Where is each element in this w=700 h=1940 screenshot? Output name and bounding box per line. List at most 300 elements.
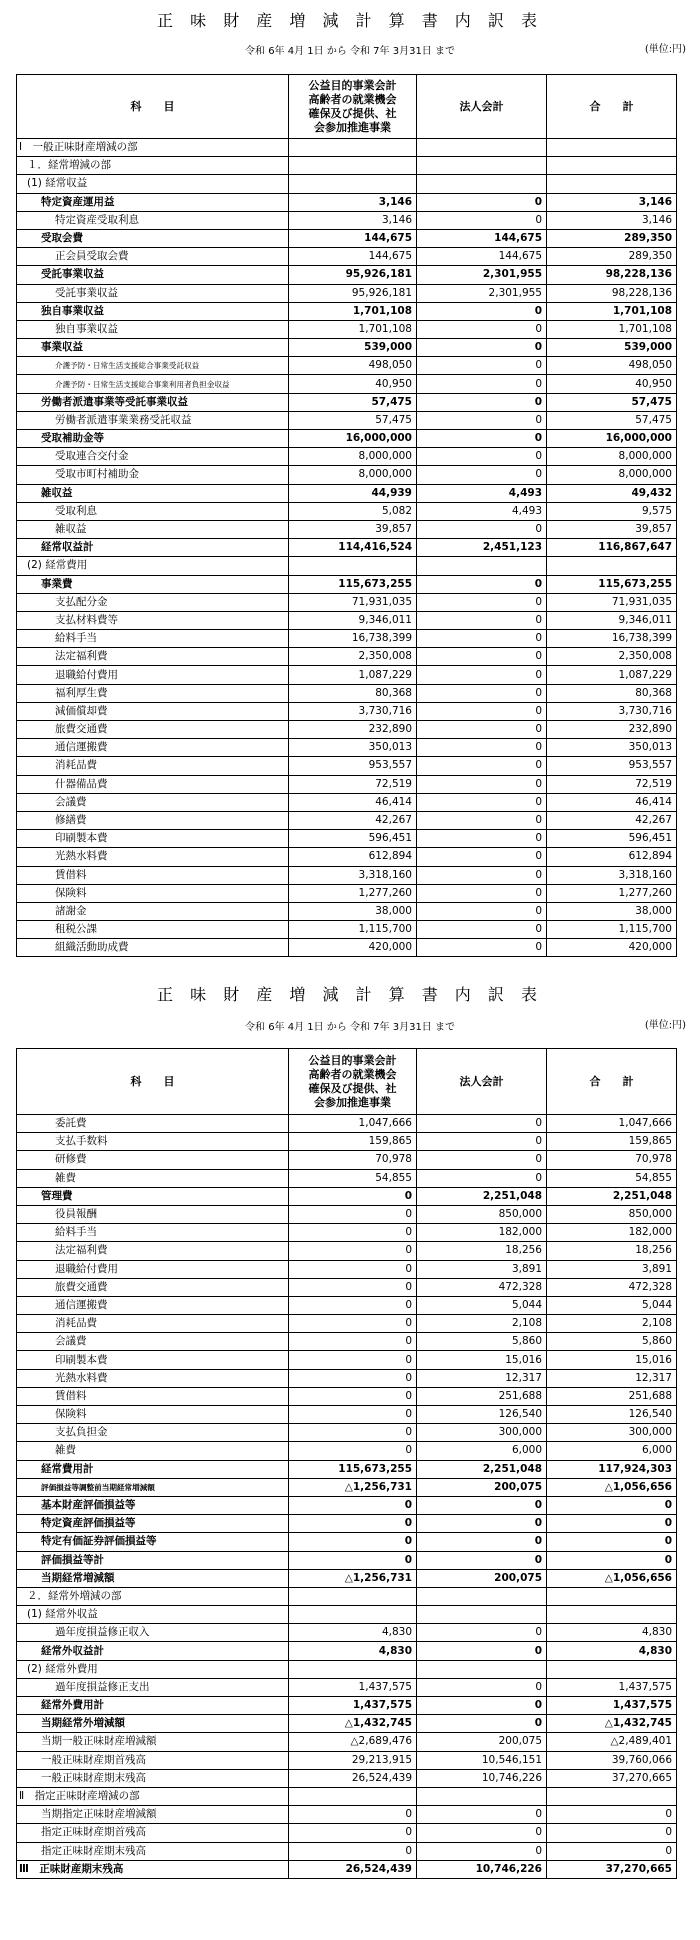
table-row	[17, 320, 677, 338]
corporate-account-value: 0	[417, 1624, 547, 1642]
total-value: 40,950	[547, 375, 677, 393]
row-label: 賃借料	[17, 866, 289, 884]
corporate-account-value: 144,675	[417, 248, 547, 266]
table-row	[17, 1587, 677, 1605]
corporate-account-value: 0	[417, 1169, 547, 1187]
row-label: (1) 経常収益	[17, 175, 289, 193]
corporate-account-value: 2,251,048	[417, 1460, 547, 1478]
total-value: 612,894	[547, 848, 677, 866]
total-value: 0	[547, 1515, 677, 1533]
row-label: 基本財産評価損益等	[17, 1496, 289, 1514]
table-row	[17, 1551, 677, 1569]
public-account-value: 0	[289, 1442, 417, 1460]
public-account-value: 4,830	[289, 1624, 417, 1642]
total-value: 2,350,008	[547, 648, 677, 666]
table-row	[17, 157, 677, 175]
public-account-value: 0	[289, 1315, 417, 1333]
table-row	[17, 411, 677, 429]
corporate-account-value: 0	[417, 339, 547, 357]
total-value: 8,000,000	[547, 466, 677, 484]
total-value: 3,891	[547, 1260, 677, 1278]
total-value: △2,489,401	[547, 1733, 677, 1751]
row-label: 光熱水料費	[17, 848, 289, 866]
corporate-account-value: 200,075	[417, 1569, 547, 1587]
row-label: １．経常増減の部	[17, 157, 289, 175]
header-public-line-4: 会参加推進事業	[314, 120, 391, 134]
row-label: 事業費	[17, 575, 289, 593]
public-account-value: 0	[289, 1496, 417, 1514]
table-row	[17, 666, 677, 684]
total-value: 0	[547, 1806, 677, 1824]
row-label: 当期経常増減額	[17, 1569, 289, 1587]
table-row	[17, 811, 677, 829]
public-account-value: 44,939	[289, 484, 417, 502]
table-row	[17, 1769, 677, 1787]
total-value	[547, 1660, 677, 1678]
table-row	[17, 739, 677, 757]
header-public-line-4: 会参加推進事業	[314, 1095, 391, 1109]
row-label: 受託事業収益	[17, 266, 289, 284]
period-text-2: 令和 6年 4月 1日 から 令和 7年 3月31日 まで	[245, 1022, 455, 1033]
public-account-value: 0	[289, 1333, 417, 1351]
corporate-account-value: 5,044	[417, 1296, 547, 1314]
public-account-value: 1,277,260	[289, 884, 417, 902]
public-account-value: 1,115,700	[289, 921, 417, 939]
corporate-account-value: 0	[417, 702, 547, 720]
public-account-value: 0	[289, 1387, 417, 1405]
total-value: 1,087,229	[547, 666, 677, 684]
total-value: 16,738,399	[547, 630, 677, 648]
table-row	[17, 1842, 677, 1860]
corporate-account-value: 0	[417, 1115, 547, 1133]
table-row	[17, 921, 677, 939]
public-account-value: 114,416,524	[289, 539, 417, 557]
public-account-value	[289, 1787, 417, 1805]
row-label: 給料手当	[17, 1224, 289, 1242]
total-value	[547, 557, 677, 575]
total-value: 126,540	[547, 1406, 677, 1424]
header-public-line-2: 高齢者の就業機会	[308, 1067, 397, 1081]
corporate-account-value: 2,301,955	[417, 284, 547, 302]
total-value: 2,251,048	[547, 1187, 677, 1205]
total-value: 0	[547, 1824, 677, 1842]
row-label: 消耗品費	[17, 1315, 289, 1333]
public-account-value: 0	[289, 1296, 417, 1314]
table-row	[17, 1515, 677, 1533]
corporate-account-value: 0	[417, 866, 547, 884]
table-row	[17, 284, 677, 302]
corporate-account-value: 0	[417, 211, 547, 229]
row-label: 租税公課	[17, 921, 289, 939]
table-row	[17, 757, 677, 775]
row-label: 減価償却費	[17, 702, 289, 720]
corporate-account-value: 0	[417, 411, 547, 429]
row-label: 雑収益	[17, 484, 289, 502]
row-label: 支払負担金	[17, 1424, 289, 1442]
public-account-value: 57,475	[289, 393, 417, 411]
corporate-account-value: 0	[417, 1678, 547, 1696]
corporate-account-value: 0	[417, 1551, 547, 1569]
total-value: 0	[547, 1496, 677, 1514]
table-row	[17, 339, 677, 357]
total-value: 1,701,108	[547, 320, 677, 338]
table-row	[17, 1624, 677, 1642]
table-row	[17, 793, 677, 811]
corporate-account-value	[417, 1606, 547, 1624]
row-label: 労働者派遣事業等受託事業収益	[17, 393, 289, 411]
row-label: 受取会費	[17, 229, 289, 247]
public-account-value: 0	[289, 1824, 417, 1842]
corporate-account-value: 0	[417, 375, 547, 393]
row-label: 雑費	[17, 1169, 289, 1187]
public-account-value: 46,414	[289, 793, 417, 811]
table-row	[17, 593, 677, 611]
public-account-value	[289, 157, 417, 175]
public-account-value: △1,432,745	[289, 1715, 417, 1733]
row-label: 特定有価証券評価損益等	[17, 1533, 289, 1551]
public-account-value: 539,000	[289, 339, 417, 357]
corporate-account-value: 0	[417, 1824, 547, 1842]
row-label: 通信運搬費	[17, 1296, 289, 1314]
table-row	[17, 1333, 677, 1351]
total-value: 72,519	[547, 775, 677, 793]
header-public-line-3: 確保及び提供、社	[308, 1081, 397, 1095]
corporate-account-value: 0	[417, 684, 547, 702]
corporate-account-value: 251,688	[417, 1387, 547, 1405]
corporate-account-value: 0	[417, 666, 547, 684]
row-label: 評価損益等計	[17, 1551, 289, 1569]
public-account-value: 115,673,255	[289, 1460, 417, 1478]
table-row	[17, 830, 677, 848]
total-value: 54,855	[547, 1169, 677, 1187]
row-label: 退職給付費用	[17, 1260, 289, 1278]
total-value: 3,318,160	[547, 866, 677, 884]
corporate-account-value: 10,746,226	[417, 1860, 547, 1878]
corporate-account-value: 2,251,048	[417, 1187, 547, 1205]
header-public-line-2: 高齢者の就業機会	[308, 92, 397, 106]
corporate-account-value: 0	[417, 1133, 547, 1151]
total-value: 3,146	[547, 211, 677, 229]
public-account-value: 0	[289, 1515, 417, 1533]
corporate-account-value	[417, 139, 547, 157]
row-label: (1) 経常外収益	[17, 1606, 289, 1624]
table-row	[17, 448, 677, 466]
public-account-value: 1,087,229	[289, 666, 417, 684]
public-account-value: 26,524,439	[289, 1769, 417, 1787]
corporate-account-value: 5,860	[417, 1333, 547, 1351]
total-value: △1,056,656	[547, 1569, 677, 1587]
corporate-account-value: 12,317	[417, 1369, 547, 1387]
table-row	[17, 1569, 677, 1587]
row-label: 印刷製本費	[17, 1351, 289, 1369]
corporate-account-value: 472,328	[417, 1278, 547, 1296]
row-label: 介護予防・日常生活支援総合事業受託収益	[17, 357, 289, 375]
table-row	[17, 721, 677, 739]
corporate-account-value: 144,675	[417, 229, 547, 247]
row-label: 受託事業収益	[17, 284, 289, 302]
table-row	[17, 1642, 677, 1660]
total-value: 39,857	[547, 520, 677, 538]
public-account-value	[289, 557, 417, 575]
public-account-value: 1,701,108	[289, 320, 417, 338]
table-row	[17, 466, 677, 484]
public-account-value: 5,082	[289, 502, 417, 520]
total-value: 539,000	[547, 339, 677, 357]
public-account-value: 16,000,000	[289, 430, 417, 448]
table-row	[17, 1533, 677, 1551]
row-label: 支払材料費等	[17, 611, 289, 629]
header-public-line-1: 公益目的事業会計	[308, 1053, 397, 1067]
total-value: 98,228,136	[547, 284, 677, 302]
total-value: 70,978	[547, 1151, 677, 1169]
table-row	[17, 848, 677, 866]
table-row	[17, 139, 677, 157]
row-label: 通信運搬費	[17, 739, 289, 757]
corporate-account-value	[417, 175, 547, 193]
corporate-account-value: 0	[417, 630, 547, 648]
table-row	[17, 211, 677, 229]
public-account-value: 350,013	[289, 739, 417, 757]
table-row	[17, 357, 677, 375]
row-label: 雑費	[17, 1442, 289, 1460]
total-value: 596,451	[547, 830, 677, 848]
public-account-value: △1,256,731	[289, 1569, 417, 1587]
corporate-account-value: 0	[417, 357, 547, 375]
corporate-account-value: 0	[417, 648, 547, 666]
row-label: 光熱水料費	[17, 1369, 289, 1387]
total-value: 8,000,000	[547, 448, 677, 466]
table-row	[17, 1187, 677, 1205]
row-label: ２．経常外増減の部	[17, 1587, 289, 1605]
public-account-value: 71,931,035	[289, 593, 417, 611]
total-value: 5,044	[547, 1296, 677, 1314]
total-value: 37,270,665	[547, 1769, 677, 1787]
corporate-account-value: 0	[417, 575, 547, 593]
header-corporate-account: 法人会計	[417, 1049, 547, 1115]
table-row	[17, 702, 677, 720]
corporate-account-value: 200,075	[417, 1733, 547, 1751]
row-label: 経常外費用計	[17, 1697, 289, 1715]
public-account-value: 420,000	[289, 939, 417, 957]
corporate-account-value: 6,000	[417, 1442, 547, 1460]
row-label: 支払手数料	[17, 1133, 289, 1151]
corporate-account-value	[417, 157, 547, 175]
public-account-value: 72,519	[289, 775, 417, 793]
row-label: 組織活動助成費	[17, 939, 289, 957]
row-label: 研修費	[17, 1151, 289, 1169]
table-row	[17, 1296, 677, 1314]
row-label: 一般正味財産期首残高	[17, 1751, 289, 1769]
total-value: 42,267	[547, 811, 677, 829]
row-label: 経常収益計	[17, 539, 289, 557]
total-value: 12,317	[547, 1369, 677, 1387]
total-value: 57,475	[547, 411, 677, 429]
total-value: △1,056,656	[547, 1478, 677, 1496]
corporate-account-value	[417, 1587, 547, 1605]
header-public-account	[289, 1049, 417, 1115]
row-label: 法定福利費	[17, 1242, 289, 1260]
total-value: 1,701,108	[547, 302, 677, 320]
row-label: 過年度損益修正収入	[17, 1624, 289, 1642]
header-public-line-1: 公益目的事業会計	[308, 78, 397, 92]
row-label: 労働者派遣事業業務受託収益	[17, 411, 289, 429]
table-row	[17, 175, 677, 193]
total-value: 289,350	[547, 248, 677, 266]
public-account-value	[289, 1606, 417, 1624]
corporate-account-value: 2,301,955	[417, 266, 547, 284]
total-value: 300,000	[547, 1424, 677, 1442]
corporate-account-value: 0	[417, 320, 547, 338]
total-value: 0	[547, 1533, 677, 1551]
total-value: 1,047,666	[547, 1115, 677, 1133]
public-account-value: 144,675	[289, 248, 417, 266]
corporate-account-value: 4,493	[417, 502, 547, 520]
public-account-value: 70,978	[289, 1151, 417, 1169]
table-row	[17, 502, 677, 520]
total-value: 80,368	[547, 684, 677, 702]
total-value: 159,865	[547, 1133, 677, 1151]
row-label: 諸謝金	[17, 902, 289, 920]
public-account-value: 8,000,000	[289, 466, 417, 484]
corporate-account-value: 0	[417, 811, 547, 829]
row-label: 指定正味財産期末残高	[17, 1842, 289, 1860]
corporate-account-value: 300,000	[417, 1424, 547, 1442]
public-account-value: 498,050	[289, 357, 417, 375]
row-label: 受取市町村補助金	[17, 466, 289, 484]
corporate-account-value: 0	[417, 1515, 547, 1533]
public-account-value: 612,894	[289, 848, 417, 866]
corporate-account-value: 0	[417, 466, 547, 484]
period-text: 令和 6年 4月 1日 から 令和 7年 3月31日 まで	[245, 46, 455, 57]
total-value: 472,328	[547, 1278, 677, 1296]
table-row	[17, 484, 677, 502]
public-account-value: 0	[289, 1806, 417, 1824]
total-value: 0	[547, 1551, 677, 1569]
total-value: 46,414	[547, 793, 677, 811]
public-account-value: 3,146	[289, 193, 417, 211]
table-row	[17, 1278, 677, 1296]
total-value	[547, 1787, 677, 1805]
total-value: 37,270,665	[547, 1860, 677, 1878]
corporate-account-value: 0	[417, 1642, 547, 1660]
corporate-account-value	[417, 1787, 547, 1805]
corporate-account-value: 0	[417, 393, 547, 411]
public-account-value: 0	[289, 1842, 417, 1860]
corporate-account-value: 126,540	[417, 1406, 547, 1424]
public-account-value: 0	[289, 1224, 417, 1242]
table-row	[17, 1606, 677, 1624]
row-label: 会議費	[17, 793, 289, 811]
row-label: Ⅰ 一般正味財産増減の部	[17, 139, 289, 157]
public-account-value: △2,689,476	[289, 1733, 417, 1751]
public-account-value: 39,857	[289, 520, 417, 538]
table-row	[17, 1224, 677, 1242]
table-row	[17, 575, 677, 593]
table-row	[17, 1733, 677, 1751]
total-value: 1,437,575	[547, 1678, 677, 1696]
table-row	[17, 557, 677, 575]
public-account-value: 0	[289, 1533, 417, 1551]
row-label: 当期指定正味財産増減額	[17, 1806, 289, 1824]
row-label: 管理費	[17, 1187, 289, 1205]
public-account-value: 29,213,915	[289, 1751, 417, 1769]
table-row	[17, 393, 677, 411]
total-value: 1,437,575	[547, 1697, 677, 1715]
total-value: 5,860	[547, 1333, 677, 1351]
table-row	[17, 1151, 677, 1169]
table-row	[17, 1169, 677, 1187]
row-label: 独自事業収益	[17, 302, 289, 320]
corporate-account-value: 2,108	[417, 1315, 547, 1333]
table-row	[17, 1406, 677, 1424]
table-row	[17, 1715, 677, 1733]
public-account-value: 596,451	[289, 830, 417, 848]
table-row	[17, 1460, 677, 1478]
corporate-account-value: 0	[417, 775, 547, 793]
row-label: 修繕費	[17, 811, 289, 829]
total-value: 420,000	[547, 939, 677, 957]
corporate-account-value: 0	[417, 302, 547, 320]
table-row	[17, 302, 677, 320]
row-label: Ⅱ 指定正味財産増減の部	[17, 1787, 289, 1805]
corporate-account-value: 0	[417, 1806, 547, 1824]
table-row	[17, 1205, 677, 1223]
public-account-value	[289, 1660, 417, 1678]
corporate-account-value: 0	[417, 1533, 547, 1551]
total-value: 71,931,035	[547, 593, 677, 611]
table-row	[17, 884, 677, 902]
total-value: 116,867,647	[547, 539, 677, 557]
total-value: 0	[547, 1842, 677, 1860]
row-label: 特定資産運用益	[17, 193, 289, 211]
row-label: (2) 経常費用	[17, 557, 289, 575]
table-row	[17, 1242, 677, 1260]
public-account-value: △1,256,731	[289, 1478, 417, 1496]
total-value: 15,016	[547, 1351, 677, 1369]
public-account-value: 38,000	[289, 902, 417, 920]
corporate-account-value: 0	[417, 902, 547, 920]
header-public-account	[289, 75, 417, 139]
table-row	[17, 229, 677, 247]
corporate-account-value: 850,000	[417, 1205, 547, 1223]
unit-label-2: (単位:円)	[644, 1020, 686, 1031]
total-value: 289,350	[547, 229, 677, 247]
total-value: 850,000	[547, 1205, 677, 1223]
corporate-account-value: 0	[417, 939, 547, 957]
total-value: 4,830	[547, 1642, 677, 1660]
corporate-account-value: 0	[417, 921, 547, 939]
table-row	[17, 1678, 677, 1696]
public-account-value: 3,146	[289, 211, 417, 229]
total-value: 232,890	[547, 721, 677, 739]
total-value: 117,924,303	[547, 1460, 677, 1478]
corporate-account-value: 3,891	[417, 1260, 547, 1278]
table-row	[17, 1787, 677, 1805]
total-value	[547, 175, 677, 193]
public-account-value: 232,890	[289, 721, 417, 739]
table-row	[17, 630, 677, 648]
table-row	[17, 1115, 677, 1133]
total-value: △1,432,745	[547, 1715, 677, 1733]
row-label: 退職給付費用	[17, 666, 289, 684]
table-row	[17, 1133, 677, 1151]
corporate-account-value: 200,075	[417, 1478, 547, 1496]
row-label: 特定資産受取利息	[17, 211, 289, 229]
table-row	[17, 375, 677, 393]
corporate-account-value: 0	[417, 721, 547, 739]
corporate-account-value: 0	[417, 830, 547, 848]
row-label: 給料手当	[17, 630, 289, 648]
